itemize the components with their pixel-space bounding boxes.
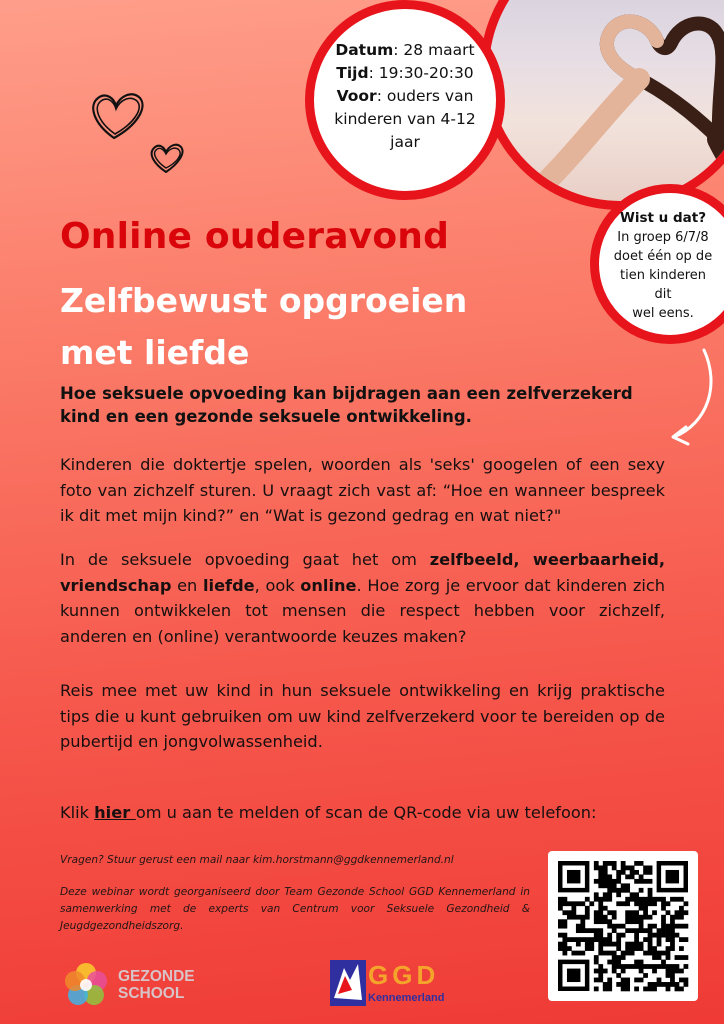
gezonde-school-logo [62,960,222,1010]
fact-line-2: doet één op de [613,249,713,264]
p2-text-4: . Hoe zorg je ervoor dat kinderen zich kunnen ontwikkelen tot mensen die respect hebben voor zichzelf, anderen en (online) verantwoorde keuzes maken? [60,575,665,646]
flower-logo-icon [62,961,110,1009]
page-title: Online ouderavond [60,216,450,257]
date-label: Datum [335,41,394,59]
ggd-mark-icon [330,960,366,1006]
fact-line-3: tien kinderen dit [619,268,706,302]
paragraph-3: Reis mee met uw kind in hun seksuele ontwikkeling en krijg praktische tips die u kunt gebruiken om uw kind zelfverzekerd voor te bereiden op de pubertijd en jongvolwassenheid. [60,681,665,751]
subtitle-line-2: met liefde [60,333,250,372]
p2-text-1: In de seksuele opvoeding gaat het om [60,550,430,569]
lead-text: Hoe seksuele opvoeding kan bijdragen aan een zelfverzekerd kind en een gezonde seksuele ontwikkeling. [60,384,633,426]
fact-title: Wist u dat? [619,210,707,226]
p2-text-2: en [171,575,203,595]
contact-note: Vragen? Stuur gerust een mail naar kim.horstmann@ggdkennemerland.nl [60,854,454,866]
ggd-kennemerland-logo [330,958,480,1010]
qr-code[interactable] [548,851,698,1001]
page-subtitle [60,275,520,379]
organizer-note: Deze webinar wordt georganiseerd door Team Gezonde School GGD Kennemerland in samenwerking met de experts van Centrum voor Seksuele Gezondheid & Jeugdgezondheidszorg. [60,886,530,932]
cta-suffix: om u aan te melden of scan de QR-code via uw telefoon: [135,803,597,822]
ggd-wordmark: GGD [368,960,440,990]
audience-value-3: jaar [390,133,420,151]
date-value: : 28 maart [393,41,475,59]
qr-code-icon [548,851,698,1001]
event-time-line [336,62,473,85]
audience-value-1: : ouders van [376,87,474,105]
audience-label: Voor [336,87,377,105]
fact-line-1: In groep 6/7/8 [617,230,709,245]
ggd-subtitle: Kennemerland [368,992,445,1004]
p2-bold-3: online [300,575,357,595]
signup-cta [60,803,597,822]
cta-prefix: Klik [60,803,95,822]
signup-link[interactable]: hier [94,803,136,822]
event-date-line [335,39,474,62]
p2-bold-2: liefde [202,575,255,595]
gs-line-2: SCHOOL [118,985,185,1002]
fact-line-4: wel eens. [632,306,694,321]
p2-text-3: , ook [254,575,301,595]
event-audience-line [337,85,474,108]
p2-bold-1: zelfbeeld, weerbaarheid, vriendschap [60,550,665,595]
audience-value-2: kinderen van 4-12 [334,110,476,128]
gezonde-school-text [118,968,195,1002]
heart-hands-photo [480,0,724,210]
heart-hands-illustration [489,0,724,210]
heart-doodle-icon [84,86,194,186]
gs-line-1: GEZONDE [118,968,195,985]
subtitle-line-1: Zelfbewust opgroeien [60,281,468,320]
paragraph-1: Kinderen die doktertje spelen, woorden als 'seks' googelen of een sexy foto van zichzelf sturen. U vraagt zich vast af: “Hoe en wanneer bespreek ik dit met mijn kind?” en “Wat is gezond gedrag en wat niet?" [60,455,665,525]
event-info-badge [305,0,505,200]
time-label: Tijd [336,64,369,82]
paragraph-2 [60,547,665,649]
time-value: : 19:30-20:30 [368,64,474,82]
